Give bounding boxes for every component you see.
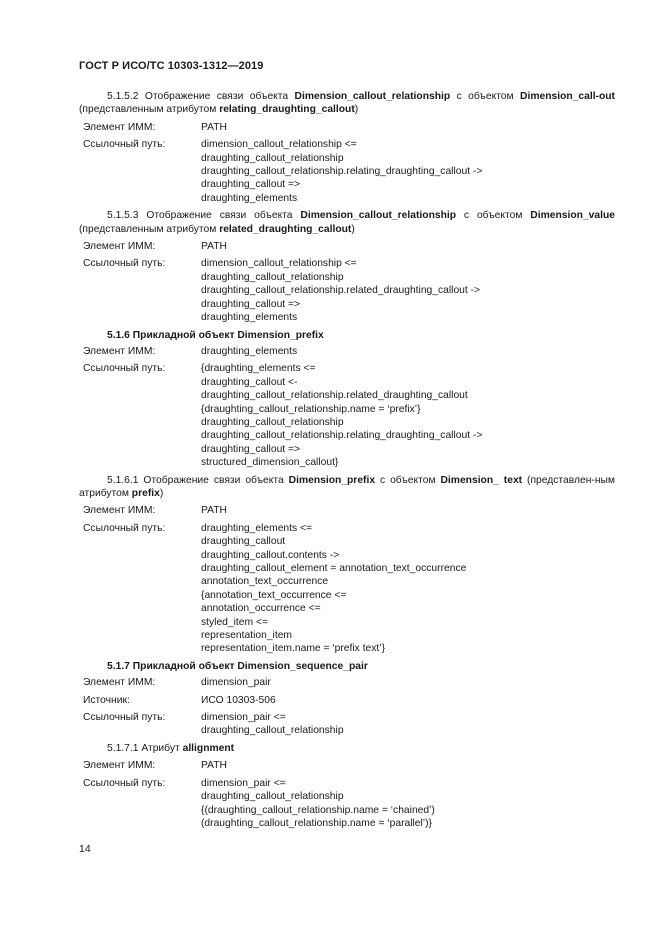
reference-path-row: Ссылочный путь: dimension_pair <= draughting_callout_relationship {(draughting_callout_relationship.name = ‘chained’) (draughting_callout_relationship.name = ‘parallel’)} [79,777,615,831]
reference-path-line: draughting_elements [201,192,298,204]
reference-path-line: annotation_occurrence <= [201,603,321,615]
reference-path-line: draughting_callout_relationship [201,416,344,428]
reference-path-line: {draughting_elements <= [201,363,316,375]
reference-path-line: {draughting_callout_relationship.name = ‘prefix’} [201,403,421,415]
source-row: Источник: ИСО 10303-506 [83,694,276,706]
document-header: ГОСТ Р ИСО/ТС 10303-1312—2019 [79,60,264,72]
reference-path-row: Ссылочный путь: {draughting_elements <= draughting_callout <- draughting_callout_relationship.related_draughting_callout {draughting_callout_relationship.name = ‘prefix’} draughting_callout_relationship draughting_callout_relationship.relating_draughting_callout -> draughting_callout => structured_dimension_callout} [79,362,615,469]
reference-path-line: draughting_callout_relationship [201,791,344,803]
reference-path-line: draughting_callout_relationship [201,271,344,283]
reference-path [201,711,615,738]
clause-5-1-7-1: 5.1.7.1 Атрибут allignment [107,742,235,754]
mim-element-row: Элемент ИММ: draughting_elements [83,345,298,357]
reference-path-line: dimension_callout_relationship <= [201,258,357,270]
clause-5-1-6-1: 5.1.6.1 Отображение связи объекта Dimension_prefix с объектом Dimension_ text (представлен-ным атрибутом prefix) [79,474,616,499]
reference-path-line: draughting_callout.contents -> [201,549,340,561]
reference-path-line: dimension_callout_relationship <= [201,139,357,151]
reference-path [201,522,615,656]
mim-element-row: Элемент ИММ: dimension_pair [83,677,271,689]
mim-element-row: Элемент ИММ: PATH [83,241,227,253]
reference-path [201,362,615,469]
reference-path-line: draughting_callout_relationship [201,152,344,164]
reference-path-line: draughting_callout => [201,179,301,191]
reference-path-row: Ссылочный путь: dimension_callout_relationship <= draughting_callout_relationship draughting_callout_relationship.related_draughting_callout -> draughting_callout => draughting_elements [79,257,615,324]
clause-5-1-5-3: 5.1.5.3 Отображение связи объекта Dimension_callout_relationship с объектом Dimension_value (представленным атрибутом related_draughting_callout) [79,210,615,235]
reference-path-line: draughting_callout_relationship.relating_draughting_callout -> [201,166,483,178]
reference-path-line: styled_item <= [201,616,268,628]
reference-path [201,777,615,831]
reference-path-line: dimension_pair <= [201,712,286,724]
reference-path-row: Ссылочный путь: draughting_elements <= draughting_callout draughting_callout.contents -> draughting_callout_element = annotation_text_occurrence annotation_text_occurrence {annotation_text_occurrence <= annotation_occurrence <= styled_item <= representation_item representation_item.name = ‘prefix text’} [79,522,615,656]
reference-path-line: dimension_pair <= [201,777,286,789]
reference-path-line: draughting_callout_relationship.related_draughting_callout [201,390,468,402]
reference-path-line: draughting_elements <= [201,522,313,534]
reference-path [201,138,615,205]
reference-path-line: annotation_text_occurrence [201,576,329,588]
clause-5-1-5-2: 5.1.5.2 Отображение связи объекта Dimension_callout_relationship с объектом Dimension_call-out (представленным атрибутом relating_draughting_callout) [79,91,615,116]
reference-path-line: structured_dimension_callout} [201,457,339,469]
reference-path-row: Ссылочный путь: dimension_callout_relationship <= draughting_callout_relationship draughting_callout_relationship.relating_draughting_callout -> draughting_callout => draughting_elements [79,138,615,205]
reference-path-line: draughting_callout => [201,298,301,310]
section-heading-5-1-7: 5.1.7 Прикладной объект Dimension_sequence_pair [107,660,368,672]
reference-path-line: representation_item.name = ‘prefix text’} [201,643,386,655]
mim-element-row: Элемент ИММ: PATH [83,760,227,772]
reference-path [201,257,615,324]
reference-path-line: representation_item [201,630,293,642]
reference-path-line: draughting_elements [201,312,298,324]
reference-path-line: (draughting_callout_relationship.name = ‘parallel’)} [201,817,432,829]
mim-element-row: Элемент ИММ: PATH [83,505,227,517]
reference-path-line: draughting_callout <- [201,376,298,388]
section-heading-5-1-6: 5.1.6 Прикладной объект Dimension_prefix [107,329,324,341]
reference-path-line: draughting_callout_relationship.relating_draughting_callout -> [201,430,483,442]
reference-path-line: draughting_callout => [201,443,301,455]
document-body [79,90,615,834]
reference-path-line: {(draughting_callout_relationship.name = ‘chained’) [201,804,435,816]
reference-path-line: draughting_callout_relationship.related_draughting_callout -> [201,285,481,297]
reference-path-line: draughting_callout_element = annotation_text_occurrence [201,563,467,574]
mim-element-row: Элемент ИММ: PATH [83,121,227,133]
reference-path-line: draughting_callout [201,536,286,548]
page-number: 14 [79,843,91,855]
reference-path-line: draughting_callout_relationship [201,725,344,737]
reference-path-row: Ссылочный путь: dimension_pair <= draughting_callout_relationship [79,711,615,738]
reference-path-line: {annotation_text_occurrence <= [201,589,347,601]
